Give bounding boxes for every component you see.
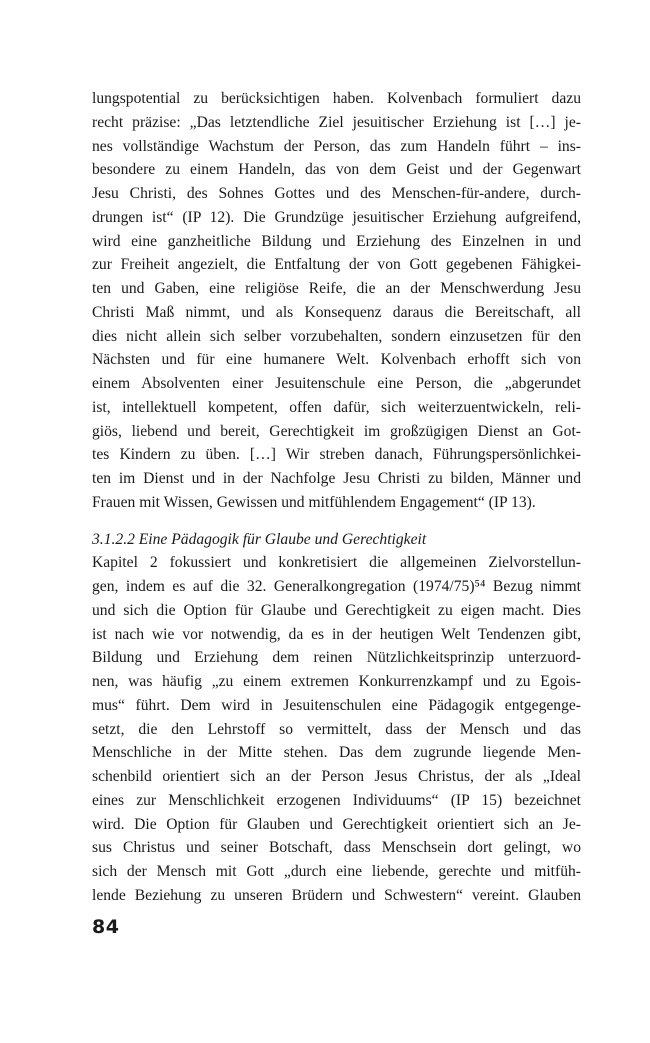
- text-line: Bildung und Erziehung dem reinen Nützlichkeitsprinzip unterzuord-: [92, 649, 581, 667]
- text-line: ten und Gaben, eine religiöse Reife, die an der Menschwerdung Jesu: [92, 280, 581, 297]
- text-line: mus“ führt. Dem wird in Jesuitenschulen eine Pädagogik entgegenge-: [92, 696, 581, 714]
- text-line: lende Beziehung zu unseren Brüdern und Schwestern“ vereint. Glauben: [92, 886, 581, 904]
- text-line: ist, intellektuell kompetent, offen dafür, sich weiterzuentwickeln, reli-: [92, 398, 581, 416]
- text-line: dies nicht allein sich selber vorzubehalten, sondern einzusetzen für den: [92, 327, 581, 345]
- text-line: und sich die Option für Glaube und Gerechtigkeit zu eigen macht. Dies: [92, 601, 581, 619]
- body-text: [92, 87, 581, 908]
- text-line: gen, indem es auf die 32. Generalkongregation (1974/75)⁵⁴ Bezug nimmt: [92, 578, 581, 595]
- text-line: Frauen mit Wissen, Gewissen und mitfühlendem Engagement“ (IP 13).: [92, 493, 536, 511]
- text-line: sus Christus und seiner Botschaft, dass Menschsein dort gelingt, wo: [92, 839, 581, 857]
- text-line: nes vollständige Wachstum der Person, das zum Handeln führt – ins-: [92, 137, 581, 155]
- text-line: setzt, die den Lehrstoff so vermittelt, dass der Mensch und das: [92, 720, 581, 738]
- paragraph: [92, 87, 581, 515]
- text-line: Nächsten und für eine humanere Welt. Kolvenbach erhofft sich von: [92, 351, 581, 369]
- text-line: giös, liebend und bereit, Gerechtigkeit im großzügigen Dienst an Got-: [92, 422, 581, 440]
- text-line: Christi Maß nimmt, und als Konsequenz daraus die Bereitschaft, all: [92, 303, 581, 321]
- paragraph: [92, 551, 581, 907]
- text-line: Menschliche in der Mitte stehen. Das dem zugrunde liegende Men-: [92, 744, 581, 762]
- section-heading: 3.1.2.2 Eine Pädagogik für Glaube und Gerechtigkeit: [92, 530, 427, 548]
- text-line: recht präzise: „Das letztendliche Ziel jesuitischer Erziehung ist […] je-: [92, 113, 581, 131]
- text-line: schenbild orientiert sich an der Person Jesus Christus, der als „Ideal: [92, 768, 581, 785]
- text-line: besondere zu einem Handeln, das von dem Geist und der Gegenwart: [92, 161, 581, 179]
- text-line: lungspotential zu berücksichtigen haben. Kolvenbach formuliert dazu: [92, 90, 581, 107]
- text-line: nen, was häufig „zu einem extremen Konkurrenzkampf und zu Egois-: [92, 673, 581, 690]
- text-line: ist nach wie vor notwendig, da es in der heutigen Welt Tendenzen gibt,: [92, 625, 581, 643]
- text-line: wird. Die Option für Glauben und Gerechtigkeit orientiert sich an Je-: [92, 815, 581, 833]
- text-line: tes Kindern zu üben. […] Wir streben danach, Führungspersönlichkei-: [92, 446, 581, 464]
- text-line: Jesu Christi, des Sohnes Gottes und des Menschen-für-andere, durch-: [92, 185, 581, 202]
- text-line: einem Absolventen einer Jesuitenschule eine Person, die „abgerundet: [92, 375, 581, 392]
- text-line: zur Freiheit angezielt, die Entfaltung der von Gott gegebenen Fähigkei-: [92, 256, 581, 274]
- text-line: wird eine ganzheitliche Bildung und Erziehung des Einzelnen in und: [92, 232, 581, 250]
- page-number: 84: [92, 916, 120, 938]
- text-line: ten im Dienst und in der Nachfolge Jesu Christi zu bilden, Männer und: [92, 470, 581, 487]
- text-line: eines zur Menschlichkeit erzogenen Individuums“ (IP 15) bezeichnet: [92, 791, 581, 809]
- text-line: Kapitel 2 fokussiert und konkretisiert die allgemeinen Zielvorstellun-: [92, 554, 581, 572]
- text-line: drungen ist“ (IP 12). Die Grundzüge jesuitischer Erziehung aufgreifend,: [92, 208, 581, 226]
- text-line: sich der Mensch mit Gott „durch eine liebende, gerechte und mitfüh-: [92, 863, 581, 880]
